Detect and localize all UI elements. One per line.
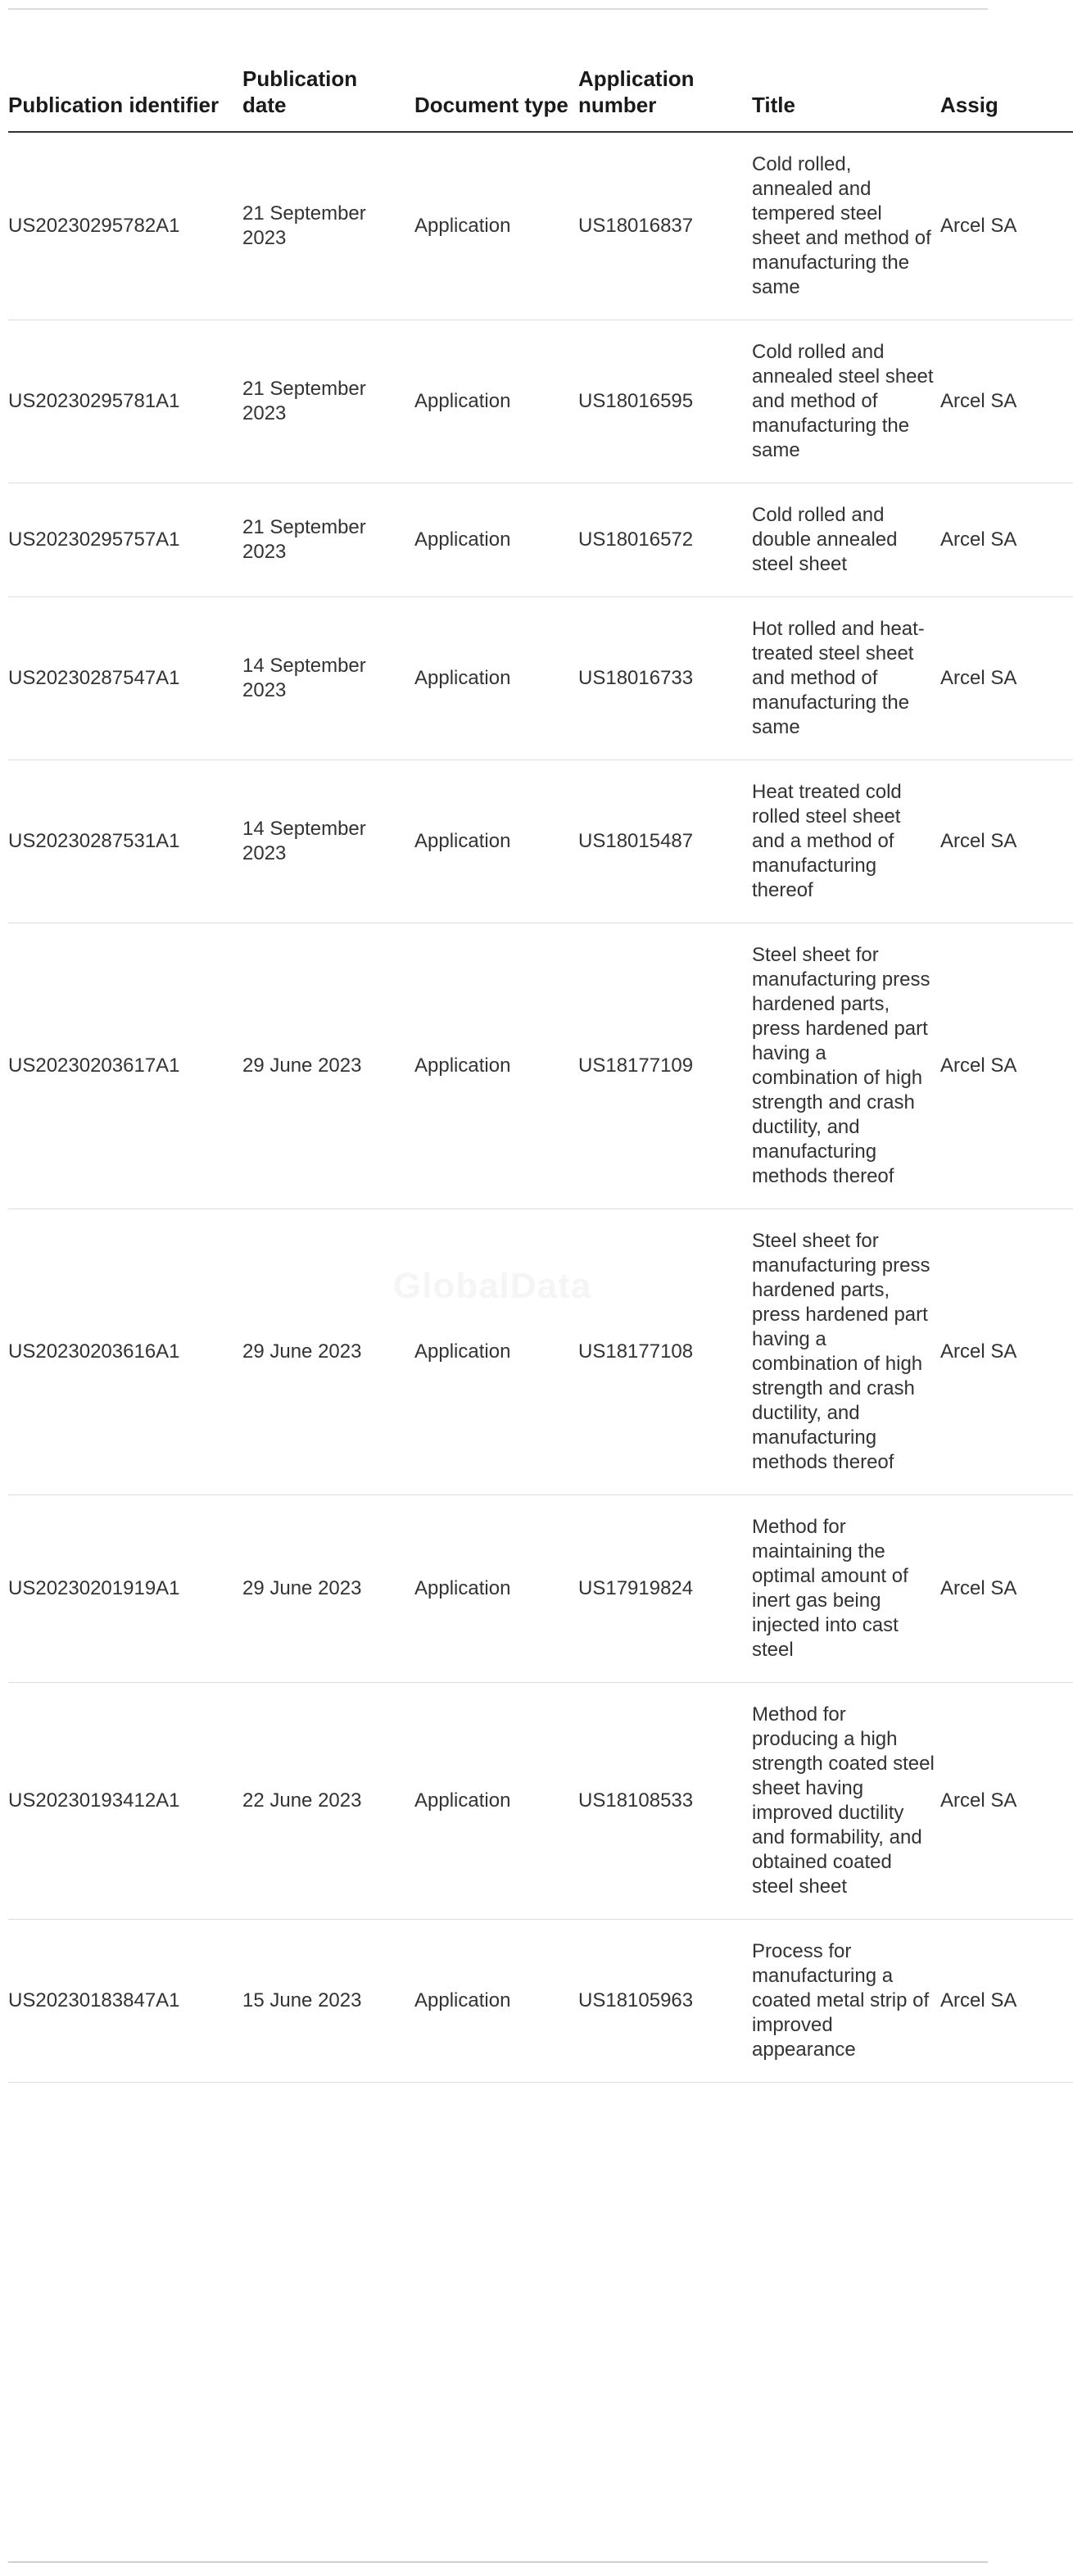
- application-number-cell: US18177108: [578, 1209, 752, 1495]
- application-number-cell: US18016837: [578, 132, 752, 320]
- title-cell: Process for manufacturing a coated metal strip of improved appearance: [752, 1920, 940, 2083]
- assignee-cell: Arcel SA: [940, 320, 1073, 483]
- publication-date-cell: 29 June 2023: [242, 1209, 414, 1495]
- document-type-cell: Application: [414, 597, 578, 760]
- publication-date-cell: 14 September 2023: [242, 760, 414, 923]
- table-header-row: [8, 57, 1073, 132]
- patent-table-container: [8, 0, 1017, 2576]
- assignee-cell: Arcel SA: [940, 1209, 1073, 1495]
- table-row: [8, 923, 1073, 1209]
- document-type-cell: Application: [414, 1495, 578, 1683]
- application-number-cell: US18016595: [578, 320, 752, 483]
- document-type-cell: Application: [414, 923, 578, 1209]
- document-type-cell: Application: [414, 760, 578, 923]
- title-cell: Method for maintaining the optimal amount of inert gas being injected into cast steel: [752, 1495, 940, 1683]
- document-type-cell: Application: [414, 320, 578, 483]
- publication-date-cell: 22 June 2023: [242, 1683, 414, 1920]
- document-type-cell: Application: [414, 1683, 578, 1920]
- assignee-cell: Arcel SA: [940, 923, 1073, 1209]
- document-type-cell: Application: [414, 1209, 578, 1495]
- publication-identifier-cell: US20230295757A1: [8, 483, 242, 597]
- header-publication-date: Publication date: [242, 57, 414, 132]
- publication-date-cell: 15 June 2023: [242, 1920, 414, 2083]
- table-row: [8, 597, 1073, 760]
- bottom-divider: [8, 2561, 988, 2563]
- application-number-cell: US18105963: [578, 1920, 752, 2083]
- table-row: [8, 132, 1073, 320]
- publication-identifier-cell: US20230287531A1: [8, 760, 242, 923]
- application-number-cell: US18016572: [578, 483, 752, 597]
- table-row: [8, 760, 1073, 923]
- assignee-cell: Arcel SA: [940, 1495, 1073, 1683]
- header-publication-identifier: Publication identifier: [8, 57, 242, 132]
- document-type-cell: Application: [414, 1920, 578, 2083]
- publication-identifier-cell: US20230295781A1: [8, 320, 242, 483]
- patents-table: [8, 57, 1073, 2083]
- header-application-number: Application number: [578, 57, 752, 132]
- title-cell: Cold rolled, annealed and tempered steel sheet and method of manufacturing the same: [752, 132, 940, 320]
- table-row: [8, 1495, 1073, 1683]
- publication-identifier-cell: US20230203616A1: [8, 1209, 242, 1495]
- publication-identifier-cell: US20230287547A1: [8, 597, 242, 760]
- publication-date-cell: 29 June 2023: [242, 1495, 414, 1683]
- title-cell: Cold rolled and double annealed steel sheet: [752, 483, 940, 597]
- application-number-cell: US18177109: [578, 923, 752, 1209]
- publication-date-cell: 14 September 2023: [242, 597, 414, 760]
- publication-date-cell: 21 September 2023: [242, 320, 414, 483]
- publication-identifier-cell: US20230183847A1: [8, 1920, 242, 2083]
- title-cell: Heat treated cold rolled steel sheet and a method of manufacturing thereof: [752, 760, 940, 923]
- publication-date-cell: 21 September 2023: [242, 483, 414, 597]
- application-number-cell: US18108533: [578, 1683, 752, 1920]
- publication-date-cell: 29 June 2023: [242, 923, 414, 1209]
- publication-identifier-cell: US20230201919A1: [8, 1495, 242, 1683]
- assignee-cell: Arcel SA: [940, 597, 1073, 760]
- header-document-type: Document type: [414, 57, 578, 132]
- table-row: [8, 1209, 1073, 1495]
- table-row: [8, 1683, 1073, 1920]
- assignee-cell: Arcel SA: [940, 1683, 1073, 1920]
- assignee-cell: Arcel SA: [940, 760, 1073, 923]
- header-assignee: Assig: [940, 57, 1073, 132]
- assignee-cell: Arcel SA: [940, 483, 1073, 597]
- title-cell: Steel sheet for manufacturing press hardened parts, press hardened part having a combination of high strength and crash ductility, and manufacturing methods thereof: [752, 923, 940, 1209]
- table-row: [8, 1920, 1073, 2083]
- title-cell: Cold rolled and annealed steel sheet and method of manufacturing the same: [752, 320, 940, 483]
- publication-date-cell: 21 September 2023: [242, 132, 414, 320]
- document-type-cell: Application: [414, 483, 578, 597]
- publication-identifier-cell: US20230203617A1: [8, 923, 242, 1209]
- application-number-cell: US17919824: [578, 1495, 752, 1683]
- title-cell: Method for producing a high strength coated steel sheet having improved ductility and formability, and obtained coated steel sheet: [752, 1683, 940, 1920]
- watermark: GlobalData: [393, 1266, 592, 1306]
- publication-identifier-cell: US20230193412A1: [8, 1683, 242, 1920]
- application-number-cell: US18016733: [578, 597, 752, 760]
- publication-identifier-cell: US20230295782A1: [8, 132, 242, 320]
- table-row: [8, 320, 1073, 483]
- title-cell: Steel sheet for manufacturing press hardened parts, press hardened part having a combination of high strength and crash ductility, and manufacturing methods thereof: [752, 1209, 940, 1495]
- assignee-cell: Arcel SA: [940, 132, 1073, 320]
- title-cell: Hot rolled and heat-treated steel sheet and method of manufacturing the same: [752, 597, 940, 760]
- application-number-cell: US18015487: [578, 760, 752, 923]
- document-type-cell: Application: [414, 132, 578, 320]
- header-title: Title: [752, 57, 940, 132]
- top-divider: [8, 8, 988, 10]
- assignee-cell: Arcel SA: [940, 1920, 1073, 2083]
- table-row: [8, 483, 1073, 597]
